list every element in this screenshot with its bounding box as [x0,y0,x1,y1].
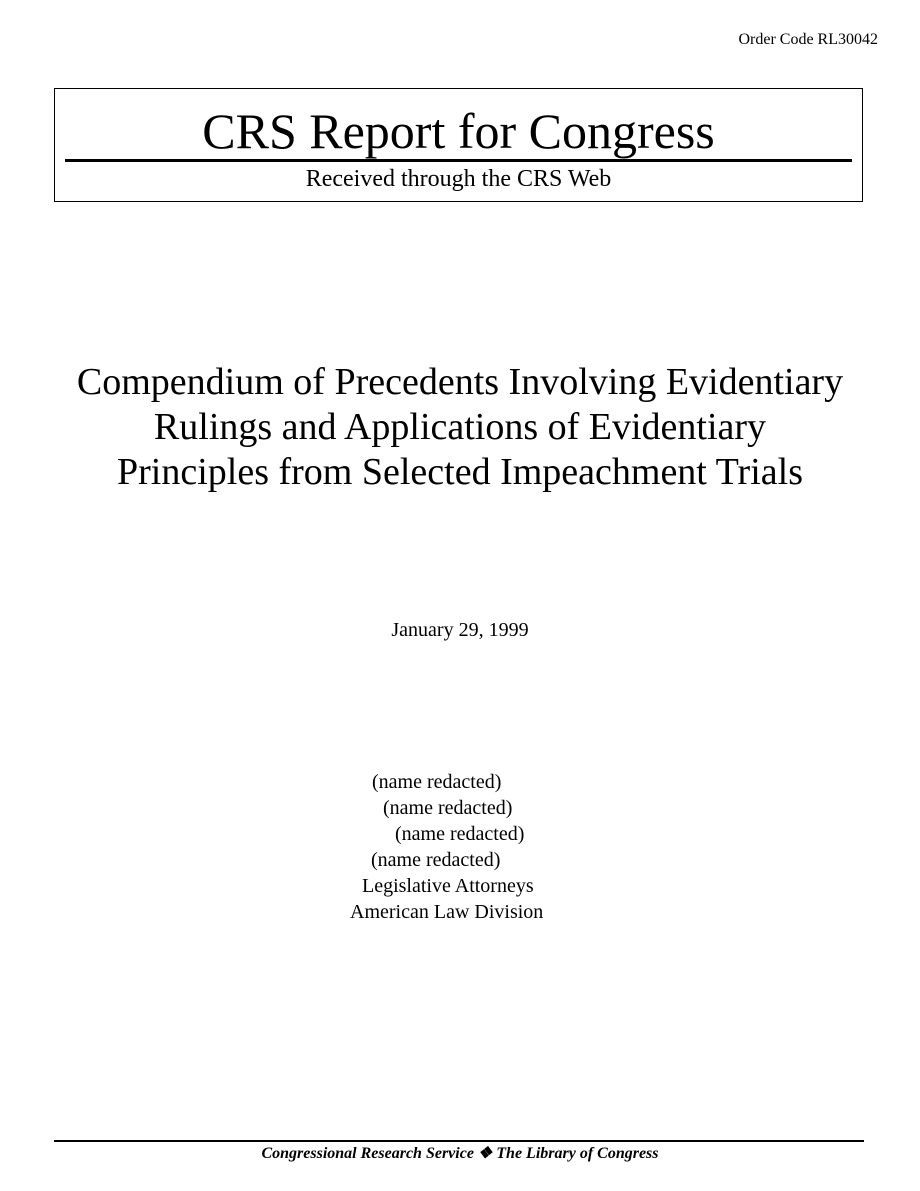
report-date: January 29, 1999 [391,619,529,641]
author-name: (name redacted) [371,849,501,871]
report-header-box [54,88,863,202]
header-rule [65,159,852,162]
report-title-line: Principles from Selected Impeachment Trials [117,451,803,493]
report-title-line: Rulings and Applications of Evidentiary [153,406,767,448]
author-role: Legislative Attorneys [362,875,534,897]
order-code: Order Code RL30042 [738,31,878,48]
report-title-line: Compendium of Precedents Involving Evidentiary [76,361,844,403]
header-title: CRS Report for Congress [202,103,715,159]
author-division: American Law Division [350,901,544,923]
author-name: (name redacted) [395,823,525,845]
footer-rule [54,1140,864,1142]
footer-text: Congressional Research Service ❖ The Library of Congress [261,1145,659,1162]
header-subtitle: Received through the CRS Web [305,166,612,192]
report-title [40,360,880,495]
author-name: (name redacted) [383,797,513,819]
author-name: (name redacted) [372,771,502,793]
